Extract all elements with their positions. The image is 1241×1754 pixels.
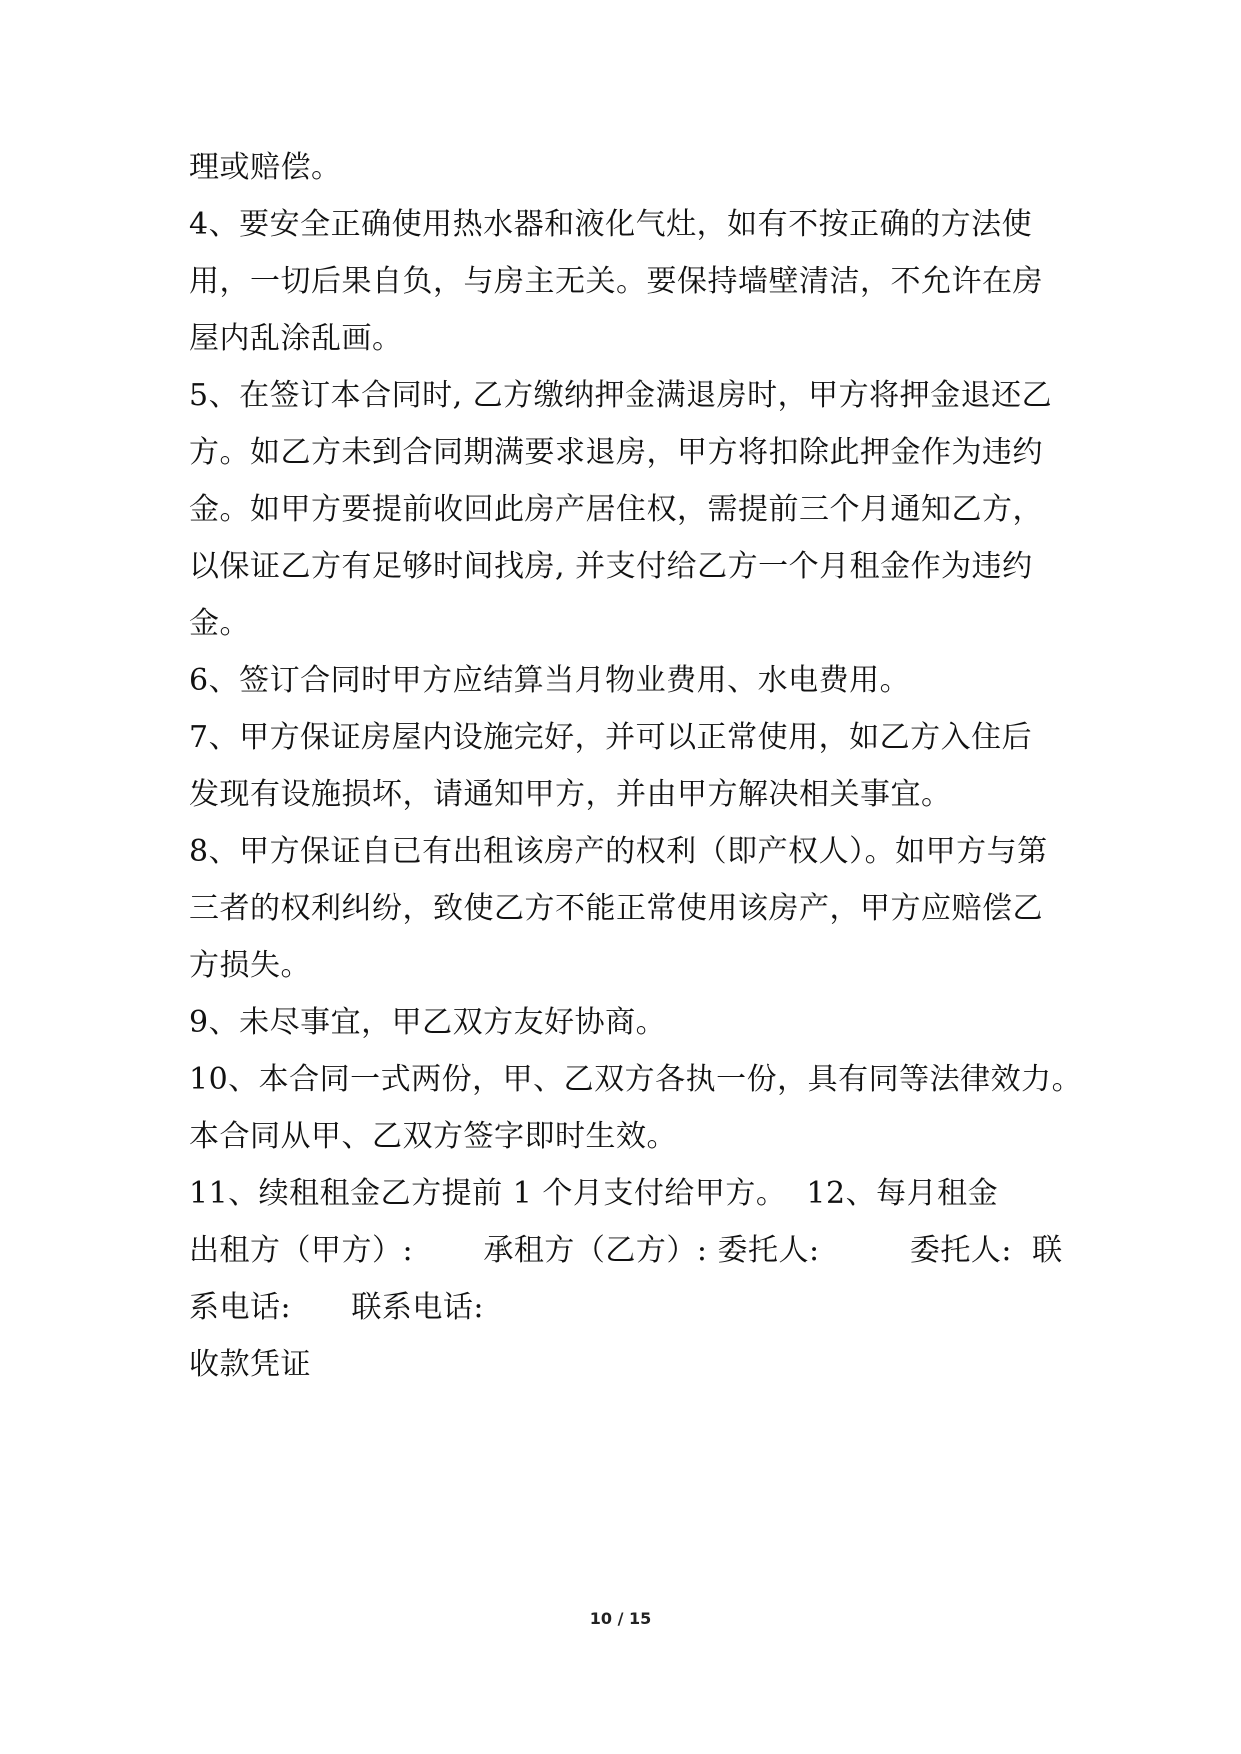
text-line: 方。如乙方未到合同期满要求退房，甲方将扣除此押金作为违约 [189, 435, 1043, 470]
text-line: 以保证乙方有足够时间找房, 并支付给乙方一个月租金作为违约 [189, 549, 1033, 584]
text-line: 10、本合同一式两份，甲、乙双方各执一份，具有同等法律效力。 [189, 1062, 1083, 1097]
text-line: 系电话: 联系电话: [189, 1290, 484, 1325]
text-line: 发现有设施损坏，请通知甲方，并由甲方解决相关事宜。 [189, 777, 952, 812]
text-line: 用，一切后果自负，与房主无关。要保持墙壁清洁，不允许在房 [189, 264, 1043, 299]
text-line: 金。如甲方要提前收回此房产居住权，需提前三个月通知乙方， [189, 492, 1043, 527]
text-line: 8、甲方保证自已有出租该房产的权利（即产权人）。如甲方与第 [189, 834, 1048, 869]
text-line: 6、签订合同时甲方应结算当月物业费用、水电费用。 [189, 663, 911, 698]
text-line: 出租方（甲方）: 承租方（乙方）: 委托人: 委托人: 联 [189, 1233, 1063, 1268]
text-line: 本合同从甲、乙双方签字即时生效。 [189, 1119, 677, 1154]
text-line: 5、在签订本合同时, 乙方缴纳押金满退房时，甲方将押金退还乙 [189, 378, 1053, 413]
text-line: 9、未尽事宜，甲乙双方友好协商。 [189, 1005, 667, 1040]
text-line: 4、要安全正确使用热水器和液化气灶，如有不按正确的方法使 [189, 207, 1033, 242]
text-line: 收款凭证 [189, 1347, 311, 1382]
text-line: 11、续租租金乙方提前 1 个月支付给甲方。 12、每月租金 [189, 1176, 999, 1211]
text-line: 屋内乱涂乱画。 [189, 321, 403, 356]
text-line: 三者的权利纠纷，致使乙方不能正常使用该房产，甲方应赔偿乙 [189, 891, 1043, 926]
page-number: 10 / 15 [589, 1609, 652, 1628]
text-line: 7、甲方保证房屋内设施完好，并可以正常使用，如乙方入住后 [189, 720, 1033, 755]
text-line: 方损失。 [189, 948, 311, 983]
text-line: 金。 [189, 606, 250, 641]
text-line: 理或赔偿。 [189, 150, 342, 185]
